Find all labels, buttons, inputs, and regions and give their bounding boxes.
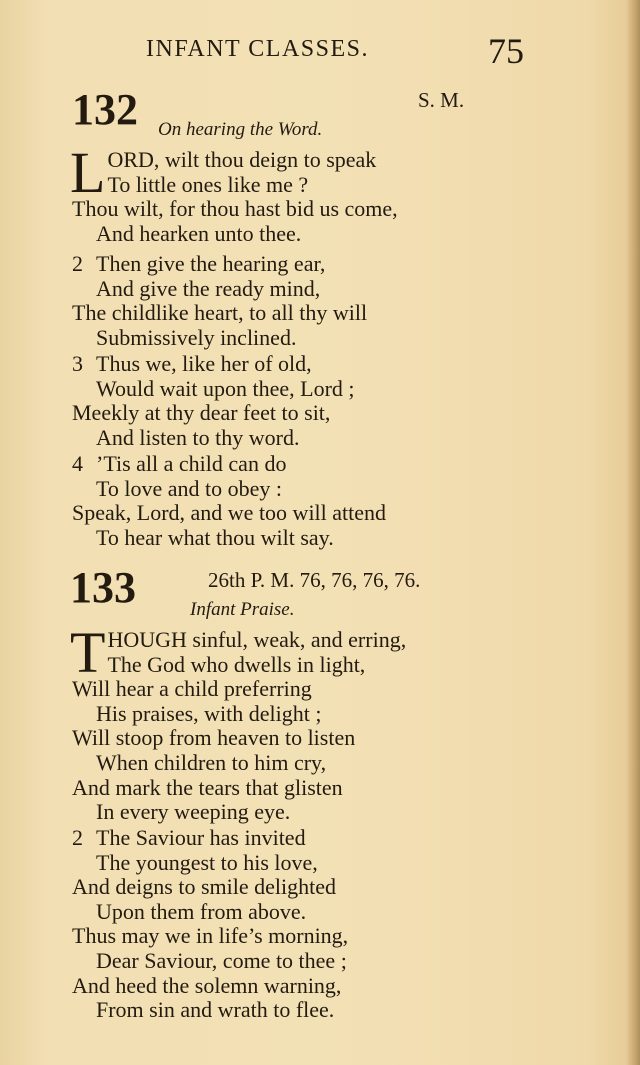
stanza (72, 352, 355, 450)
verse-line: ’Tis all a child can do (96, 451, 287, 476)
verse-line: And mark the tears that glisten (72, 774, 343, 800)
verse-line: ORD, wilt thou deign to speak (107, 147, 377, 172)
verse-line: Thus we, like her of old, (96, 351, 312, 376)
verse-line: Submissively inclined. (96, 324, 297, 350)
verse-line: Thus may we in life’s morning, (72, 923, 349, 949)
hymn-meter: 26th P. M. 76, 76, 76, 76. (208, 568, 421, 592)
stanza (72, 252, 367, 350)
stanza (72, 452, 386, 550)
stanza (72, 826, 348, 1023)
verse-line: And give the ready mind, (96, 275, 321, 301)
verse-line: Will stoop from heaven to listen (72, 725, 356, 751)
stanza-number: 4 (72, 451, 83, 476)
verse-line: HOUGH sinful, weak, and erring, (107, 627, 407, 652)
verse-line: Speak, Lord, and we too will attend (72, 500, 387, 526)
verse-line: Meekly at thy dear feet to sit, (72, 400, 331, 426)
verse-line: To love and to obey : (96, 475, 283, 501)
verse-line: Will hear a child preferring (72, 676, 312, 702)
page-edge-shadow (626, 0, 640, 1065)
verse-line: His praises, with delight ; (96, 700, 322, 726)
hymn-meter: S. M. (418, 88, 465, 112)
page-header (0, 31, 640, 74)
drop-cap: T (70, 620, 106, 685)
verse-line: To little ones like me ? (107, 171, 309, 197)
stanza-number: 2 (72, 825, 83, 850)
page-number: 75 (488, 31, 524, 71)
hymn-subtitle: Infant Praise. (190, 599, 295, 620)
stanza-number: 3 (72, 351, 83, 376)
verse-line: The Saviour has invited (96, 825, 306, 850)
verse-line: Dear Saviour, come to thee ; (96, 947, 347, 973)
verse-line: Upon them from above. (96, 898, 307, 924)
verse-line: And heed the solemn warning, (72, 972, 342, 998)
verse-line: When children to him cry, (96, 749, 327, 775)
verse-line: The youngest to his love, (96, 849, 318, 875)
verse-line: Would wait upon thee, Lord ; (96, 375, 355, 401)
stanza (70, 620, 407, 825)
verse-line: The childlike heart, to all thy will (72, 300, 368, 326)
hymn-number: 132 (72, 85, 138, 134)
verse-line: To hear what thou wilt say. (96, 524, 334, 550)
drop-cap: L (70, 140, 106, 205)
running-title: INFANT CLASSES. (146, 36, 369, 62)
verse-line: And listen to thy word. (96, 424, 300, 450)
verse-line: From sin and wrath to flee. (96, 997, 335, 1023)
verse-line: The God who dwells in light, (107, 651, 366, 677)
stanza-number: 2 (72, 251, 83, 276)
verse-line: In every weeping eye. (96, 799, 291, 825)
verse-line: Thou wilt, for thou hast bid us come, (72, 196, 398, 222)
hymn-number: 133 (70, 563, 136, 612)
stanza (70, 140, 398, 246)
verse-line: Then give the hearing ear, (96, 251, 326, 276)
verse-line: And hearken unto thee. (96, 220, 302, 246)
verse-line: And deigns to smile delighted (72, 874, 336, 900)
hymn-subtitle: On hearing the Word. (158, 119, 323, 140)
